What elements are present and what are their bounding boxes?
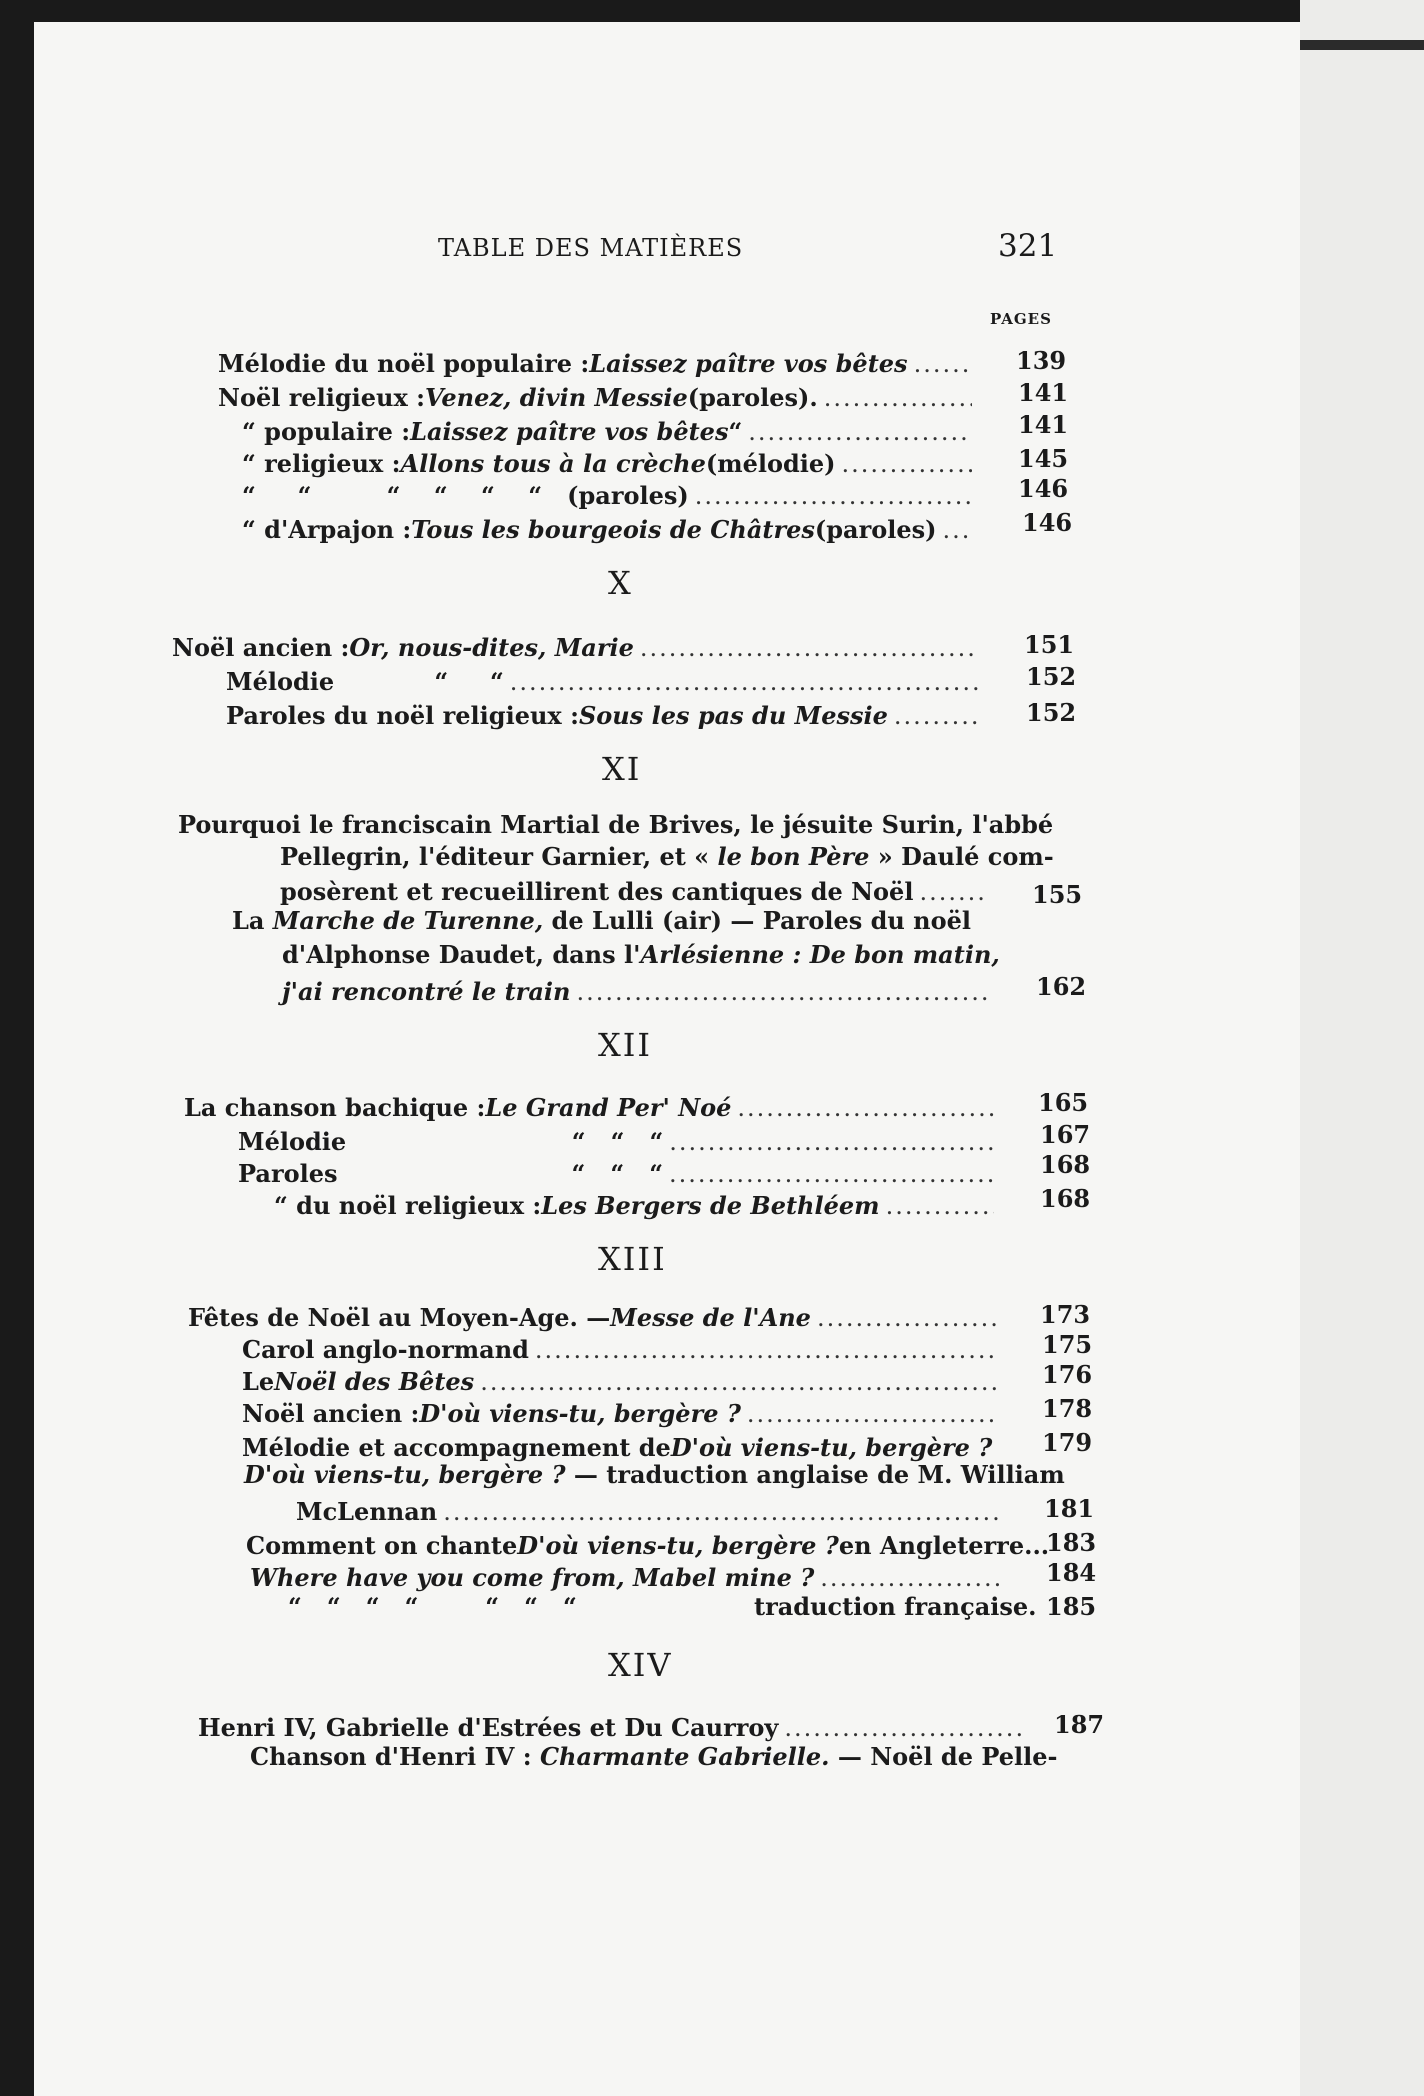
- toc-page-ref: 151: [1024, 630, 1075, 659]
- toc-entry: Noël religieux : Venez, divin Messie (paroles). .....: [218, 376, 978, 410]
- toc-page-ref: 146: [1022, 508, 1073, 537]
- toc-entry: Where have you come from, Mabel mine ? .....: [250, 1556, 1010, 1590]
- toc-page-ref: 146: [1018, 474, 1069, 503]
- toc-entry: Fêtes de Noël au Moyen-Age. — Messe de l'Ane .....: [188, 1296, 1004, 1330]
- toc-page-ref: 152: [1026, 698, 1077, 727]
- book-page: [34, 22, 1300, 2096]
- toc-entry: “ populaire : Laissez paître vos bêtes “ .....: [242, 410, 978, 444]
- toc-page-ref: 139: [1016, 346, 1067, 375]
- toc-entry: posèrent et recueillirent des cantiques de Noël .....: [280, 870, 992, 904]
- toc-page-ref: 175: [1042, 1330, 1093, 1359]
- toc-entry-line: d'Alphonse Daudet, dans l'Arlésienne : De bon matin,: [282, 940, 1000, 969]
- toc-page-ref: 145: [1018, 444, 1069, 473]
- toc-entry: La chanson bachique : Le Grand Per' Noé .....: [184, 1086, 1000, 1120]
- toc-entry-line: La Marche de Turenne, de Lulli (air) — Paroles du noël: [232, 906, 972, 935]
- toc-entry: Mélodie “ “ .....: [226, 660, 984, 694]
- toc-entry-line: Pellegrin, l'éditeur Garnier, et « le bon Père » Daulé com-: [280, 842, 1054, 871]
- toc-entry-line: Pourquoi le franciscain Martial de Brives, le jésuite Surin, l'abbé: [178, 810, 1054, 839]
- toc-entry: “ religieux : Allons tous à la crèche (mélodie) .....: [242, 442, 978, 476]
- toc-page-ref: 167: [1040, 1120, 1091, 1149]
- section-heading-x: X: [608, 564, 633, 602]
- section-heading-xiii: XIII: [598, 1240, 667, 1278]
- toc-page-ref: 173: [1040, 1300, 1091, 1329]
- toc-entry: Henri IV, Gabrielle d'Estrées et Du Caurroy .....: [198, 1706, 1028, 1740]
- section-heading-xiv: XIV: [608, 1646, 673, 1684]
- toc-page-ref: 155: [1032, 880, 1083, 909]
- toc-entry: Mélodie “ “ “ .....: [238, 1120, 1000, 1154]
- toc-page-ref: 185: [1046, 1592, 1097, 1621]
- toc-page-ref: 183: [1046, 1528, 1097, 1557]
- ditto-marks: “ “ “ “ “ “ “: [288, 1592, 577, 1621]
- page-number: 321: [998, 228, 1058, 264]
- toc-page-ref: 187: [1054, 1710, 1105, 1739]
- running-header: TABLE DES MATIÈRES: [438, 234, 744, 262]
- page-edge: [1300, 0, 1424, 2096]
- toc-page-ref: 162: [1036, 972, 1087, 1001]
- toc-page-ref: 165: [1038, 1088, 1089, 1117]
- toc-page-ref: 181: [1044, 1494, 1095, 1523]
- toc-page-ref: 178: [1042, 1394, 1093, 1423]
- toc-entry-line: D'où viens-tu, bergère ? — traduction anglaise de M. William: [244, 1460, 1065, 1489]
- toc-page-ref: 179: [1042, 1428, 1093, 1457]
- toc-entry: McLennan .....: [296, 1490, 1004, 1524]
- toc-page-ref: 168: [1040, 1150, 1091, 1179]
- toc-page-ref: 141: [1018, 378, 1069, 407]
- toc-entry: “ du noël religieux : Les Bergers de Bethléem .....: [274, 1184, 1000, 1218]
- page-edge-shadow: [1300, 40, 1424, 50]
- toc-entry: “ “ “ “ “ “ (paroles) .....: [242, 474, 978, 508]
- toc-entry: Mélodie et accompagnement de D'où viens-tu, bergère ?: [242, 1433, 993, 1462]
- toc-page-ref: 141: [1018, 410, 1069, 439]
- toc-page-ref: 152: [1026, 662, 1077, 691]
- section-heading-xi: XI: [602, 750, 642, 788]
- toc-entry: Comment on chante D'où viens-tu, bergère ? en Angleterre...: [246, 1531, 1050, 1560]
- toc-entry: Noël ancien : D'où viens-tu, bergère ? .....: [242, 1392, 1004, 1426]
- toc-entry: Paroles du noël religieux : Sous les pas du Messie .....: [226, 694, 984, 728]
- pages-column-label: PAGES: [990, 310, 1052, 328]
- toc-entry: j'ai rencontré le train .....: [282, 970, 996, 1004]
- toc-page-ref: 176: [1042, 1360, 1093, 1389]
- toc-page-ref: 168: [1040, 1184, 1091, 1213]
- toc-entry: “ d'Arpajon : Tous les bourgeois de Châtres (paroles) .....: [242, 508, 978, 542]
- toc-entry: Noël ancien : Or, nous-dites, Marie .....: [172, 626, 984, 660]
- toc-entry: Paroles “ “ “ .....: [238, 1152, 1000, 1186]
- toc-entry: Le Noël des Bêtes .....: [242, 1360, 1004, 1394]
- toc-entry-line: traduction française.: [754, 1592, 1037, 1621]
- toc-entry: Carol anglo-normand .....: [242, 1328, 1004, 1362]
- toc-entry: Mélodie du noël populaire : Laissez paître vos bêtes .....: [218, 342, 978, 376]
- section-heading-xii: XII: [598, 1026, 653, 1064]
- toc-entry-line: Chanson d'Henri IV : Charmante Gabrielle. — Noël de Pelle-: [250, 1742, 1058, 1771]
- toc-page-ref: 184: [1046, 1558, 1097, 1587]
